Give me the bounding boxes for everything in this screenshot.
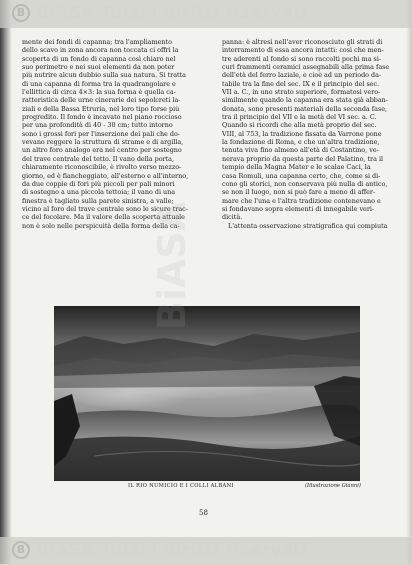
text-line: di sostegno a una piccola tettoia; il vano di una (22, 188, 176, 197)
text-line: se non il luogo, non si può fare a meno di affer- (222, 188, 376, 197)
text-line: tabile tra la fine del sec. IX e il principio del sec. (222, 79, 380, 88)
text-line: VIII, al 753, la tradizione fissata da Varrone pone (222, 129, 382, 138)
text-line: ziali e della Bassa Etruria, nel loro tipo forse più (22, 104, 180, 113)
text-line: la fondazione di Roma, e che un'altra tradizione, (222, 138, 380, 147)
text-line: dello scavo in zona ancora non toccata ci offrì la (22, 46, 179, 55)
biasa-logo-icon: B (12, 541, 30, 559)
watermark-banner-bottom (0, 537, 412, 565)
text-line: Quando si ricordi che alla metà proprio del sec. (222, 121, 377, 130)
text-line: L'attenta osservazione stratigrafica qui compiuta (228, 221, 388, 230)
text-line: finestra è tagliato sulla parete sinistra, a valle; (22, 196, 174, 205)
text-line: un altro foro analogo era nel centro per sostegno (22, 146, 182, 155)
text-line: tempio della Magna Mater e le scalae Caci, la (222, 163, 371, 172)
text-line: curi frammenti ceramici assegnabili alla prima fase (222, 63, 390, 72)
page-edge-shadow (406, 0, 412, 564)
text-line: nerava proprio da questa parte del Palatino, tra il (222, 154, 384, 163)
watermark-text: BiASA Tutti i diritti riservati (36, 540, 308, 560)
figure-photograph (54, 306, 360, 481)
text-column-right (222, 38, 402, 230)
text-line: dell'età del ferro laziale, e cioè ad un periodo da- (222, 71, 382, 80)
watermark-banner-top (0, 0, 412, 28)
text-line: donata, sono presenti materiali della seconda fase, (222, 104, 388, 113)
text-line: cono gli storici, non conservava più nulla di antico, (222, 179, 388, 188)
text-line: non è solo nelle perspicuità della forma della ca- (22, 221, 180, 230)
text-line: similmente quando la capanna era stata già abban- (222, 96, 388, 105)
text-line: chiaramente riconoscibile, è rivolto verso mezzo- (22, 163, 182, 172)
text-line: vevano reggere la struttura di strame e di argilla, (22, 138, 184, 147)
text-line: suo perimetro e nei suoi elementi da non poter (22, 63, 175, 72)
page-number: 58 (199, 509, 208, 517)
watermark-vertical-text: BiASA (150, 201, 194, 330)
text-line: da due coppie di fori più piccoli per pali minori (22, 179, 175, 188)
text-line: si fondavano sopra elementi di innegabile veri- (222, 204, 375, 213)
text-line: di una capanna di forma tra la quadrangolare e (22, 79, 176, 88)
text-line: per una profondità di 40 - 30 cm; tutto intorno (22, 121, 173, 130)
text-line: giorno, ed è fiancheggiato, all'esterno e all'interno, (22, 171, 189, 180)
text-line: vicino al foro del trave centrale sono le sicure trac- (22, 204, 188, 213)
text-line: mente dei fondi di capanna; tra l'ampliamento (22, 38, 172, 46)
text-line: più nutrire alcun dubbio sulla sua natura. Si tratta (22, 71, 186, 80)
text-line: ratteristica delle urne cinerarie dei sepolcreti la- (22, 96, 181, 105)
text-line: VII a. C., in uno strato superiore, formatosi vero- (222, 88, 381, 97)
book-binding-shadow (0, 0, 12, 564)
text-line: panna: è altresì nell'aver riconosciuto gli strati di (222, 38, 383, 46)
text-line: interramento di essa ancora intatti: così che men- (222, 46, 384, 55)
text-line: dicità. (222, 213, 243, 222)
figure-caption: IL RIO NUMICIO E I COLLI ALBANI (128, 483, 234, 489)
text-line: mare che l'una e l'altra tradizione contenevano e (222, 196, 381, 205)
biasa-logo-icon: B (12, 4, 30, 22)
text-line: tra il principio del VII e la metà del VI sec. a. C. (222, 113, 377, 122)
text-line: ce del focolare. Ma il valore della scoperta attuale (22, 213, 185, 222)
text-line: progredito. Il fondo è incavato nel piano roccioso (22, 113, 182, 122)
watermark-text: BiASA Tutti i diritti riservati (36, 3, 308, 23)
text-line: sono i grossi fori per l'inserzione dei pali che do- (22, 129, 180, 138)
text-line: casa Romuli, una capanna certo, che, come si di- (222, 171, 381, 180)
landscape-photo-image (54, 306, 360, 481)
text-line: tenuta viva fino almeno all'età di Costantino, ve- (222, 146, 379, 155)
text-line: scoperta di un fondo di capanna così chiaro nel (22, 54, 176, 63)
text-line: tre aderenti al fondo si sono raccolti pochi ma si- (222, 54, 382, 63)
text-line: l'ellittica di circa 4×3: la sua forma è quella ca- (22, 88, 176, 97)
text-line: del trave centrale del tetto. Il vano della porta, (22, 154, 175, 163)
figure-credit: (Illustrazione Gianni) (305, 483, 361, 489)
